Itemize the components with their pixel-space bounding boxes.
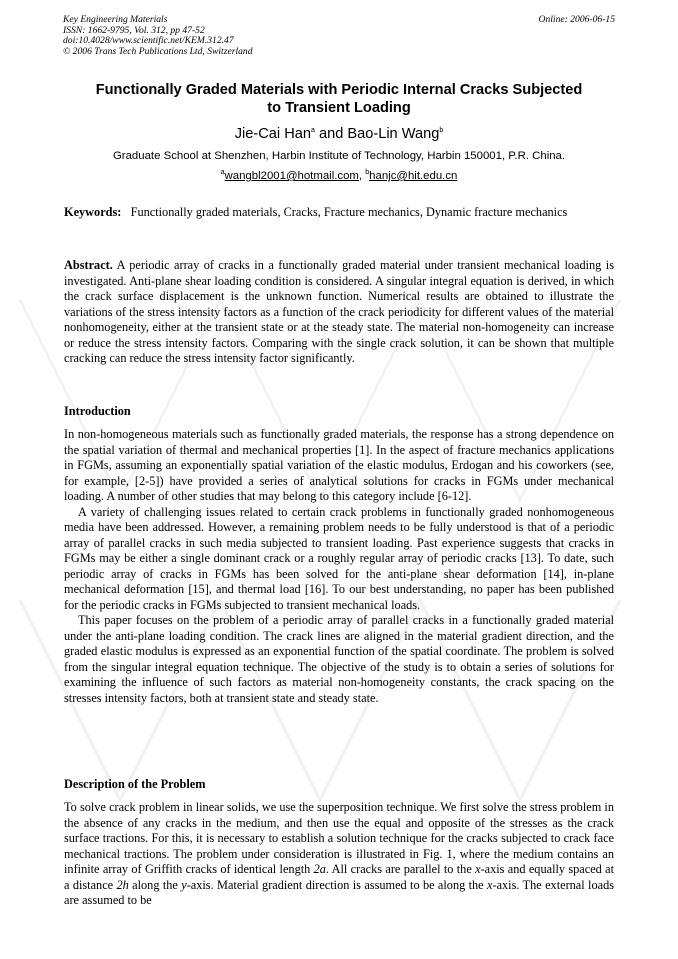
description-text-1: To solve crack problem in linear solids, we use the superposition technique. We first solve the stress problem in the absence of any cracks in the medium, and then use the equal and opposite of the stresses as the crack surface tractions. For this, it is necessary to establish a solution technique for the cracks subjected to crack face mechanical tractions. The problem under consideration is illustrated in Fig. 1, where the medium contains an infinite array of Griffith cracks of identical length bbox=[64, 800, 614, 876]
author-2: Bao-Lin Wang bbox=[347, 126, 440, 142]
keywords bbox=[64, 205, 614, 221]
issn: ISSN: 1662-9795, Vol. 312, pp 47-52 bbox=[63, 24, 205, 36]
description-text-6: -axis. The external loads are assumed to be bbox=[64, 877, 615, 907]
section-heading-description: Description of the Problem bbox=[64, 777, 206, 791]
description-text-3: -axis and equally spaced at a distance bbox=[64, 862, 615, 892]
description-paragraph bbox=[64, 800, 614, 909]
introduction-body bbox=[64, 427, 614, 706]
paper-title bbox=[60, 81, 618, 117]
intro-paragraph-1: In non-homogeneous materials such as functionally graded materials, the response has a strong dependence on the spatial variation of thermal and mechanical properties [1]. In the aspect of fracture mechanics applications in FGMs, assuming an exponentially spatial variation of the elastic modulus, Erdogan and his coworkers (see, for example, [2-5]) have provided a series of analytical solutions for cracks in FGMs under mechanical loading. A number of other studies that may belong to this category include [6-12]. bbox=[64, 427, 614, 503]
var-2h: 2h bbox=[116, 877, 129, 892]
intro-paragraph-2: A variety of challenging issues related to certain crack problems in functionally graded nonhomogeneous media have been addressed. However, a remaining problem needs to be fully understood is that of a periodic array of parallel cracks in such media subjected to transient loading. Past experience suggests that cracks in FGMs may be either a single dominant crack or a roughly regular array of periodic cracks [13]. To date, such periodic array of cracks in FGMs has been solved for the anti-plane shear deformation [14], in-plane mechanical deformation [15], and thermal load [16]. To our best understanding, no paper has been published for the periodic cracks in FGMs subjected to transient mechanical loads. bbox=[64, 504, 614, 612]
journal-name: Key Engineering Materials bbox=[63, 14, 168, 25]
title-line-2: to Transient Loading bbox=[267, 100, 411, 116]
abstract bbox=[64, 258, 614, 367]
section-heading-introduction: Introduction bbox=[64, 404, 131, 418]
title-line-1: Functionally Graded Materials with Periodic Internal Cracks Subjected bbox=[95, 82, 583, 98]
abstract-label: Abstract. bbox=[64, 258, 113, 272]
keywords-label: Keywords: bbox=[64, 205, 122, 219]
emails bbox=[60, 169, 618, 183]
author-1-affil-mark: a bbox=[311, 127, 315, 135]
email-separator: , bbox=[358, 170, 366, 182]
author-1: Jie-Cai Han bbox=[234, 126, 311, 142]
email-a-mark: a bbox=[220, 169, 225, 177]
author-2-affil-mark: b bbox=[439, 127, 444, 135]
description-text-4: along the bbox=[128, 877, 182, 892]
email-link-a[interactable]: wangbl2001@hotmail.com bbox=[224, 170, 359, 182]
email-link-b[interactable]: hanjc@hit.edu.cn bbox=[369, 170, 458, 182]
authors bbox=[60, 125, 618, 143]
running-header bbox=[63, 15, 615, 57]
abstract-text: A periodic array of cracks in a functionally graded material under transient mechanical loading is investigated. Anti-plane shear loading condition is considered. A singular integral equation is derived, in which the crack surface displacement is the unknown function. Numerical results are obtained to illustrate the variations of the stress intensity factors as a function of the crack periodicity for different values of the material nonhomogeneity, either at the transient state or at the steady state. The material non-homogeneity can increase or reduce the stress intensity factors. Comparing with the single crack solution, it can be shown that multiple cracking can reduce the stress intensity factor significantly. bbox=[64, 258, 614, 365]
online-date: Online: 2006-06-15 bbox=[538, 14, 615, 25]
copyright: © 2006 Trans Tech Publications Ltd, Switzerland bbox=[63, 45, 253, 57]
description-text-2: . All cracks are parallel to the bbox=[325, 862, 476, 876]
var-y: y bbox=[181, 877, 187, 892]
email-b-mark: b bbox=[365, 169, 370, 177]
authors-and: and bbox=[314, 126, 348, 142]
doi: doi:10.4028/www.scientific.net/KEM.312.47 bbox=[63, 35, 234, 47]
header-left bbox=[63, 15, 253, 57]
description-text-5: -axis. Material gradient direction is assumed to be along the bbox=[186, 877, 488, 892]
intro-paragraph-3: This paper focuses on the problem of a periodic array of parallel cracks in a functionally graded material under the anti-plane loading condition. The crack lines are aligned in the material gradient direction, and the graded elastic modulus is expressed as an exponential function of the spatial coordinate. The problem is solved from the singular integral equation technique. The objective of the study is to obtain a series of solutions for examining the influence of such factors as material non-homogeneity constants, the crack spacing on the stresses intensity factors, both at transient state and steady state. bbox=[64, 613, 614, 705]
var-x-2: x bbox=[487, 877, 493, 892]
description-body bbox=[64, 800, 614, 909]
var-2a: 2a bbox=[313, 862, 326, 876]
var-x: x bbox=[475, 862, 481, 876]
affiliation: Graduate School at Shenzhen, Harbin Institute of Technology, Harbin 150001, P.R. China. bbox=[112, 150, 566, 162]
keywords-text: Functionally graded materials, Cracks, Fracture mechanics, Dynamic fracture mechanics bbox=[130, 205, 568, 219]
